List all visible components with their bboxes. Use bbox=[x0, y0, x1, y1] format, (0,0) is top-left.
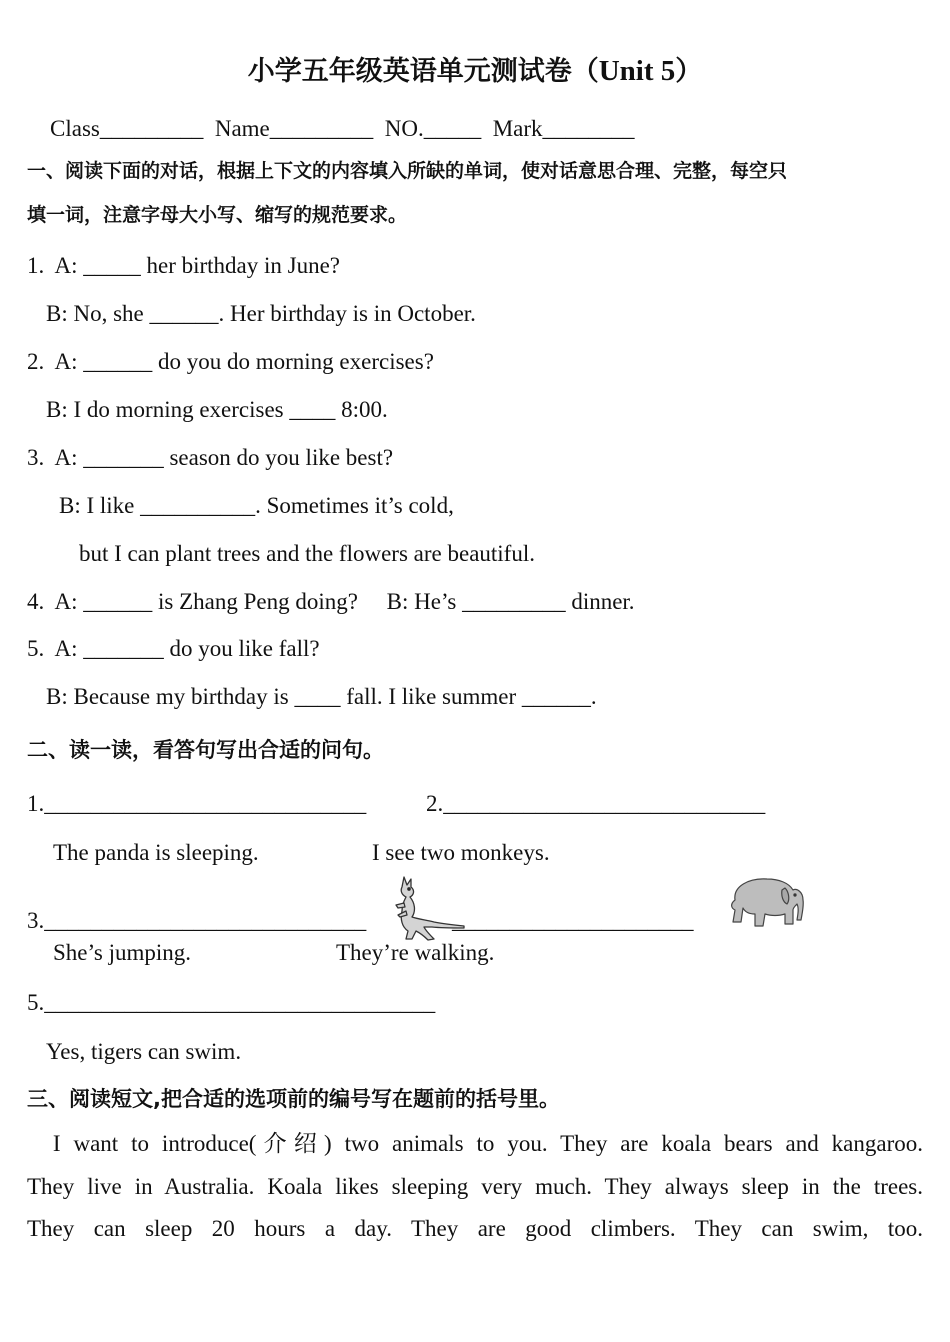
question-blank-5: 5.__________________________________ bbox=[27, 990, 436, 1015]
passage-line-1: I want to introduce(介绍) two animals to you. They are koala bears and kangaroo. bbox=[27, 1131, 923, 1156]
section2-heading: 二、读一读，看答句写出合适的问句。 bbox=[27, 738, 384, 762]
section1-heading-line1: 一、阅读下面的对话，根据上下文的内容填入所缺的单词，使对话意思合理、完整，每空只 bbox=[27, 160, 788, 182]
reading-passage bbox=[27, 1123, 923, 1251]
question-blank-3: 3.____________________________ bbox=[27, 908, 367, 933]
student-info-line: Class_________ Name_________ NO._____ Mark________ bbox=[27, 116, 635, 141]
page-title: 小学五年级英语单元测试卷（Unit 5） bbox=[247, 55, 703, 87]
answer-1: The panda is sleeping. bbox=[53, 840, 259, 865]
question-2-b: B: I do morning exercises ____ 8:00. bbox=[46, 397, 388, 422]
question-2-a: 2. A: ______ do you do morning exercises? bbox=[27, 349, 434, 374]
answer-3: She’s jumping. bbox=[53, 940, 192, 965]
question-1-a: 1. A: _____ her birthday in June? bbox=[27, 253, 341, 278]
question-5-b: B: Because my birthday is ____ fall. I like summer ______. bbox=[46, 684, 597, 709]
question-blank-2: 2.____________________________ bbox=[426, 791, 766, 816]
section1-heading-line2: 填一词，注意字母大小写、缩写的规范要求。 bbox=[27, 204, 408, 226]
elephant-picture bbox=[727, 874, 807, 930]
question-5-a: 5. A: _______ do you like fall? bbox=[27, 636, 320, 661]
section3-heading: 三、阅读短文,把合适的选项前的编号写在题前的括号里。 bbox=[27, 1087, 560, 1111]
question-blank-4: _____________________ bbox=[452, 908, 694, 933]
passage-line-3: They can sleep 20 hours a day. They are good climbers. They can swim, too. bbox=[27, 1216, 923, 1241]
question-1-b: B: No, she ______. Her birthday is in October. bbox=[46, 301, 476, 326]
answer-4: They’re walking. bbox=[336, 940, 495, 965]
question-3-b: B: I like __________. Sometimes it’s cold, bbox=[59, 493, 454, 518]
answer-2: I see two monkeys. bbox=[372, 840, 550, 865]
question-blank-1: 1.____________________________ bbox=[27, 791, 367, 816]
answer-5: Yes, tigers can swim. bbox=[46, 1039, 242, 1064]
question-3-b-continued: but I can plant trees and the flowers are beautiful. bbox=[79, 541, 535, 566]
kangaroo-picture bbox=[390, 873, 468, 943]
passage-line-2: They live in Australia. Koala likes sleeping very much. They always sleep in the trees. bbox=[27, 1173, 923, 1199]
question-3-a: 3. A: _______ season do you like best? bbox=[27, 445, 394, 470]
question-4: 4. A: ______ is Zhang Peng doing? B: He’s _________ dinner. bbox=[27, 589, 635, 614]
